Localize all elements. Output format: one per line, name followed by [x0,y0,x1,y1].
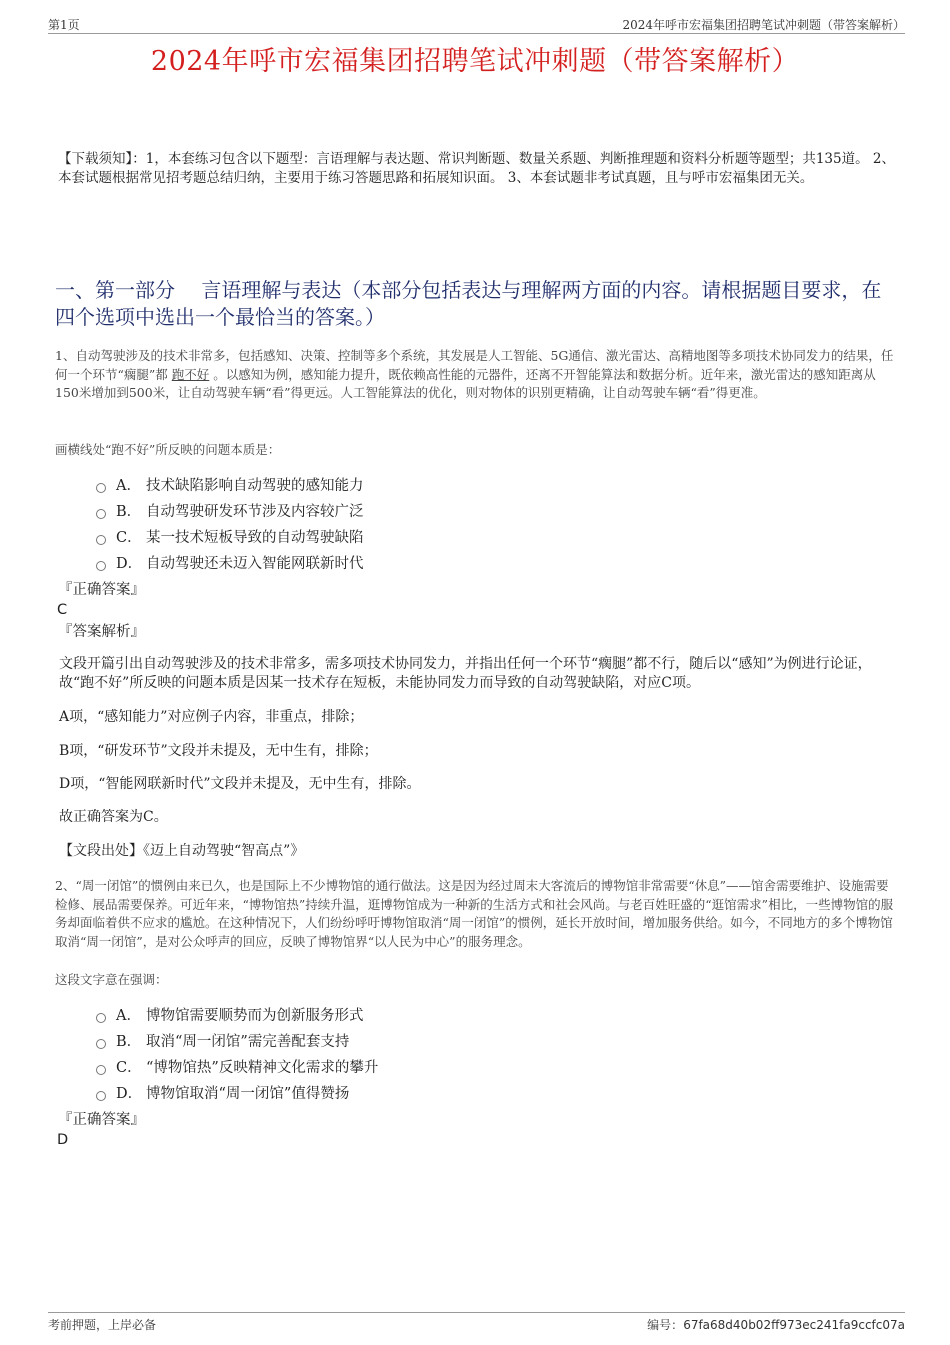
page-number: 第1页 [48,18,80,32]
q2-option-d[interactable]: D． 博物馆取消“周一闭馆”值得赞扬 [96,1084,349,1104]
document-code: 编号：67fa68d40b02ff973ec241fa9ccfc07a [647,1318,905,1332]
radio-icon[interactable] [96,561,106,571]
q1-option-c[interactable]: C． 某一技术短板导致的自动驾驶缺陷 [96,528,364,548]
page-header [48,14,905,34]
q1-analysis-conclusion: 故正确答案为C。 [59,809,168,825]
page-footer [48,1312,905,1332]
radio-icon[interactable] [96,483,106,493]
download-notice: 【下载须知】：1，本套练习包含以下题型：言语理解与表达题、常识判断题、数量关系题、判断推理题和资料分析题等题型；共135道。 2、本套试题根据常见招考题总结归纳，主要用于练习答题思路和拓展知识面。 3、本套试题非考试真题，且与呼市宏福集团无关。 [58,151,895,186]
q2-answer: D [57,1132,69,1148]
q1-analysis-b: B项，“研发环节”文段并未提及，无中生有，排除； [59,743,378,759]
footer-slogan: 考前押题，上岸必备 [48,1318,157,1332]
q1-option-a[interactable]: A． 技术缺陷影响自动驾驶的感知能力 [96,476,364,496]
q1-option-b[interactable]: B． 自动驾驶研发环节涉及内容较广泛 [96,502,364,522]
radio-icon[interactable] [96,1091,106,1101]
q1-answer-label: 『正确答案』 [58,582,145,598]
q2-option-c[interactable]: C． “博物馆热”反映精神文化需求的攀升 [96,1058,378,1078]
q1-analysis-d: D项，“智能网联新时代”文段并未提及，无中生有，排除。 [59,776,421,792]
q2-option-b[interactable]: B． 取消“周一闭馆”需完善配套支持 [96,1032,349,1052]
header-doc-title: 2024年呼市宏福集团招聘笔试冲刺题（带答案解析） [622,18,905,32]
question-1-prompt: 画横线处“跑不好”所反映的问题本质是： [55,442,281,457]
radio-icon[interactable] [96,509,106,519]
underlined-phrase: 跑不好 [171,366,210,382]
q2-option-a[interactable]: A． 博物馆需要顺势而为创新服务形式 [96,1006,364,1026]
q1-answer: C [57,602,68,618]
radio-icon[interactable] [96,1065,106,1075]
q1-analysis-intro: 文段开篇引出自动驾驶涉及的技术非常多，需多项技术协同发力，并指出任何一个环节“瘸腿”都不行，随后以“感知”为例进行论证，故“跑不好”所反映的问题本质是因某一技术存在短板，未能协同发力而导致的自动驾驶缺陷，对应C项。 [59,656,872,691]
radio-icon[interactable] [96,535,106,545]
radio-icon[interactable] [96,1039,106,1049]
q2-answer-label: 『正确答案』 [58,1112,145,1128]
question-1-passage: 1、自动驾驶涉及的技术非常多，包括感知、决策、控制等多个系统，其发展是人工智能、5G通信、激光雷达、高精地图等多项技术协同发力的结果，任何一个环节“瘸腿”都 跑不好 。以感知为例，感知能力提升，既依赖高性能的元器件，还离不开智能算法和数据分析。近年来，激光雷达的感知距离从150米增加到500米，让自动驾驶车辆“看”得更远。人工智能算法的优化，则对物体的识别更精确，让自动驾驶车辆“看”得更准。 [55,348,894,400]
section-heading: 一、第一部分 言语理解与表达（本部分包括表达与理解两方面的内容。请根据题目要求，在四个选项中选出一个最恰当的答案。） [55,278,882,329]
radio-icon[interactable] [96,1013,106,1023]
q1-source: 【文段出处】《迈上自动驾驶“智高点”》 [59,843,305,859]
q1-analysis-label: 『答案解析』 [58,624,145,640]
document-title: 2024年呼市宏福集团招聘笔试冲刺题（带答案解析） [150,46,800,77]
question-2-passage: 2、“周一闭馆”的惯例由来已久，也是国际上不少博物馆的通行做法。这是因为经过周末大客流后的博物馆非常需要“休息”——馆舍需要维护、设施需要检修、展品需要保养。可近年来，“博物馆热”持续升温，逛博物馆成为一种新的生活方式和社会风尚。与老百姓旺盛的“逛馆需求”相比，一些博物馆的服务却面临着供不应求的尴尬。在这种情况下，人们纷纷呼吁博物馆取消“周一闭馆”的惯例，延长开放时间，增加服务供给。如今，不同地方的多个博物馆取消“周一闭馆”，是对公众呼声的回应，反映了博物馆界“以人民为中心”的服务理念。 [55,878,894,949]
q1-analysis-a: A项，“感知能力”对应例子内容，非重点，排除； [59,709,364,725]
q1-option-d[interactable]: D． 自动驾驶还未迈入智能网联新时代 [96,554,364,574]
question-2-prompt: 这段文字意在强调： [55,972,168,987]
